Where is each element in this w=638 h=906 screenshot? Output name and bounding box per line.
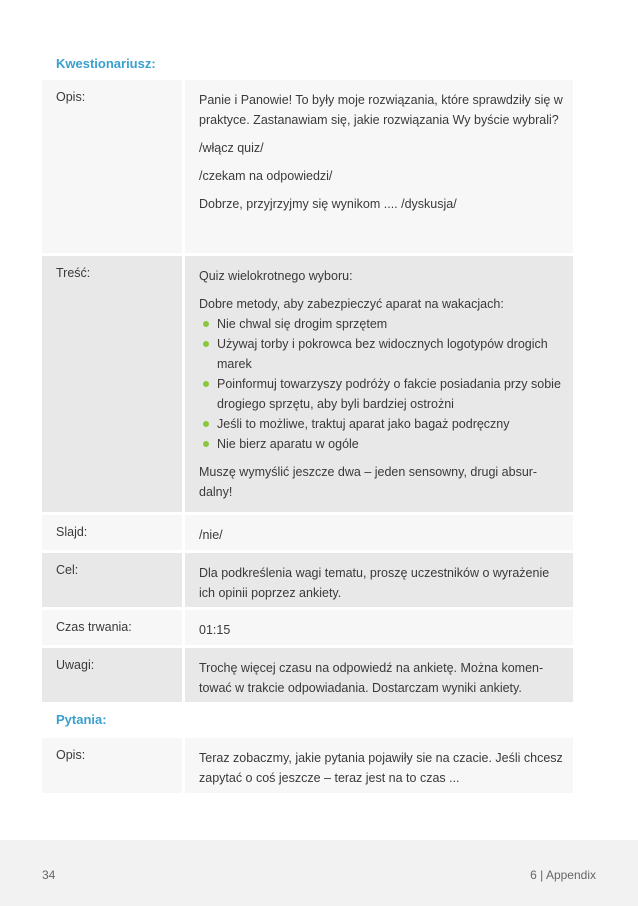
bullet-dot-icon (203, 321, 209, 327)
row-label: Opis: (42, 738, 182, 793)
bullet-dot-icon (203, 381, 209, 387)
row-uwagi (42, 648, 573, 702)
row-label: Slajd: (42, 515, 182, 550)
row-value: Trochę więcej czasu na odpowiedź na ankietę. Można komen-tować w trakcie odpowiadania. Dostarczam wyniki ankiety. (185, 648, 573, 702)
row-pytania-opis (42, 738, 573, 793)
row-value: /nie/ (185, 515, 573, 550)
bullet-dot-icon (203, 441, 209, 447)
row-tresc (42, 256, 573, 512)
row-label: Opis: (42, 80, 182, 253)
row-czas-trwania (42, 610, 573, 645)
paragraph: Panie i Panowie! To były moje rozwiązania, które sprawdziły się w praktyce. Zastanawiam się, jakie rozwiązania Wy byście wybrali? (199, 93, 563, 127)
list-title: Dobre metody, aby zabezpieczyć aparat na wakacjach: (199, 297, 504, 311)
paragraph: /włącz quiz/ (199, 141, 264, 155)
section-title-questions: Pytania: (56, 712, 107, 727)
row-value: Dla podkreślenia wagi tematu, proszę uczestników o wyrażenie ich opinii poprzez ankiety. (185, 553, 573, 607)
list-item: Jeśli to możliwe, traktuj aparat jako bagaż podręczny (199, 414, 563, 434)
paragraph: Dobrze, przyjrzyjmy się wynikom .... /dyskusja/ (199, 197, 457, 211)
footer-section-label: 6 | Appendix (530, 868, 596, 882)
row-label: Uwagi: (42, 648, 182, 702)
paragraph: Muszę wymyślić jeszcze dwa – jeden sensowny, drugi absur-dalny! (199, 465, 538, 499)
paragraph: Quiz wielokrotnego wyboru: (199, 269, 353, 283)
row-opis (42, 80, 573, 253)
bullet-dot-icon (203, 421, 209, 427)
bullet-dot-icon (203, 341, 209, 347)
row-label: Czas trwania: (42, 610, 182, 645)
row-value: 01:15 (185, 610, 573, 645)
row-value: Teraz zobaczmy, jakie pytania pojawiły sie na czacie. Jeśli chcesz zapytać o coś jeszcze – teraz jest na to czas ... (185, 738, 573, 793)
row-label: Treść: (42, 256, 182, 512)
list-item: Nie chwal się drogim sprzętem (199, 314, 563, 334)
list-item: Nie bierz aparatu w ogóle (199, 434, 563, 454)
page-number: 34 (42, 868, 56, 882)
row-value (185, 80, 573, 253)
list-item: Używaj torby i pokrowca bez widocznych logotypów drogich marek (199, 334, 563, 374)
bullet-list (199, 314, 563, 454)
row-slajd (42, 515, 573, 550)
row-label: Cel: (42, 553, 182, 607)
list-item: Poinformuj towarzyszy podróży o fakcie posiadania przy sobie drogiego sprzętu, aby byli bardziej ostrożni (199, 374, 563, 414)
row-value (185, 256, 573, 512)
paragraph: /czekam na odpowiedzi/ (199, 169, 333, 183)
row-cel (42, 553, 573, 607)
section-title-questionnaire: Kwestionariusz: (56, 56, 156, 71)
